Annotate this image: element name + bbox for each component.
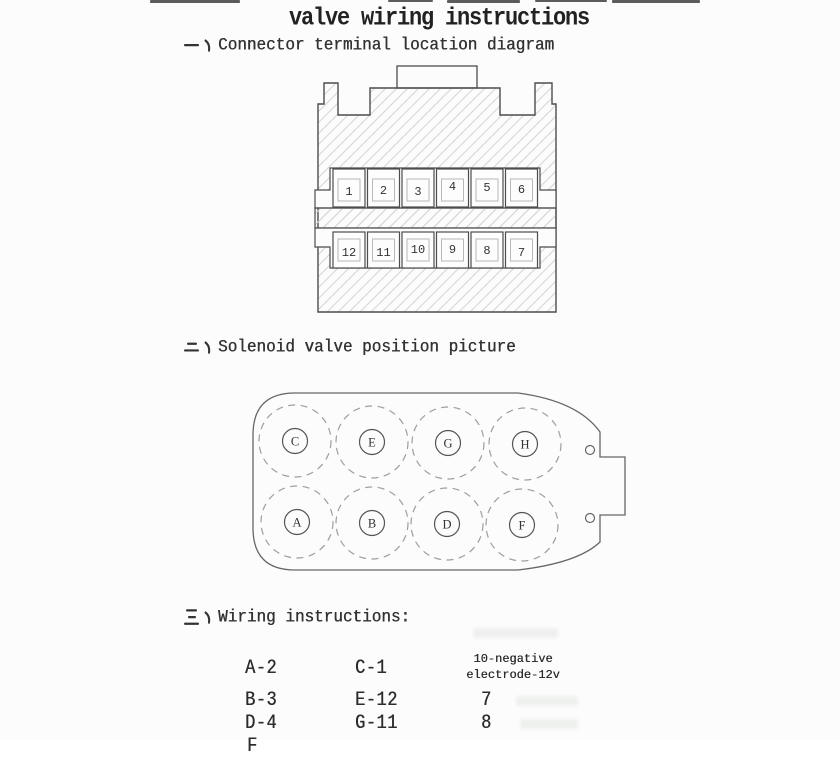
solenoid-valve-diagram: [240, 385, 640, 580]
bleed-through-artifact: [516, 696, 578, 706]
terminal-slot: [506, 169, 538, 207]
terminal-number: 1: [345, 185, 353, 199]
valve-letter: A: [292, 515, 302, 530]
wiring-cell: 7: [481, 689, 492, 713]
terminal-number: 2: [379, 184, 388, 198]
terminal-number: 12: [341, 246, 357, 260]
valve-letter: B: [367, 516, 377, 531]
terminal-slot: [402, 169, 434, 207]
terminal-slot: [437, 232, 469, 268]
scan-artifact: [150, 0, 240, 3]
wiring-cell-partial: F: [247, 735, 258, 758]
valve-letter: E: [368, 435, 376, 450]
terminal-slot: [333, 232, 365, 268]
bleed-through-artifact: [473, 628, 558, 638]
terminal-number: 6: [517, 183, 526, 197]
terminal-number: 4: [448, 180, 457, 194]
wiring-cell: D-4: [245, 712, 278, 736]
mounting-hole: [586, 446, 595, 455]
terminal-slot: [437, 169, 469, 207]
terminal-slot: [506, 232, 538, 268]
mounting-hole: [586, 514, 595, 523]
terminal-slot: [471, 232, 503, 268]
valve-letter: D: [442, 517, 452, 532]
bleed-through-artifact: [520, 719, 578, 729]
cjk-numeral-three-icon: [183, 608, 200, 626]
connector-terminal-diagram: [315, 60, 560, 315]
terminal-number: 5: [483, 181, 491, 195]
wiring-cell: B-3: [245, 689, 278, 713]
ideographic-comma-icon: [204, 37, 212, 53]
valve-letter: C: [290, 434, 300, 449]
valve-letter: G: [443, 436, 453, 451]
page-title: valve wiring instructions: [289, 4, 590, 33]
terminal-slot: [333, 169, 365, 207]
terminal-slot: [368, 169, 400, 207]
terminal-number: 9: [448, 243, 457, 257]
terminal-number: 7: [517, 246, 526, 260]
cjk-numeral-one-icon: [183, 36, 200, 54]
wiring-cell: E-12: [355, 689, 398, 713]
terminal-number: 11: [376, 246, 391, 260]
channel-divider: [315, 208, 556, 228]
wiring-cell: G-11: [355, 712, 398, 736]
terminal-slot: [368, 232, 400, 268]
terminal-number: 8: [483, 244, 491, 258]
connector-top-tab: [397, 66, 477, 88]
valve-letter: H: [520, 437, 530, 452]
section-header-3: [183, 607, 410, 627]
scan-artifact: [612, 0, 700, 3]
scan-artifact: [447, 0, 520, 3]
wiring-cell: C-1: [355, 657, 388, 681]
valve-body-outline: [253, 393, 625, 570]
wiring-cell: A-2: [245, 657, 278, 681]
terminal-slot: [402, 232, 434, 268]
wiring-cell: 8: [481, 712, 492, 736]
valve-letter: F: [518, 518, 526, 533]
wiring-note: [452, 651, 574, 683]
section-title: Solenoid valve position picture: [218, 337, 516, 358]
ideographic-comma-icon: [204, 609, 212, 625]
ideographic-comma-icon: [204, 339, 212, 355]
scan-artifact: [388, 0, 433, 2]
wiring-note-line2: electrode-12v: [466, 668, 560, 682]
section-title: Connector terminal location diagram: [218, 35, 555, 56]
section-header-1: [183, 35, 554, 55]
section-title: Wiring instructions:: [218, 607, 411, 628]
cjk-numeral-two-icon: [183, 338, 200, 356]
terminal-number: 3: [414, 185, 422, 199]
terminal-slot: [471, 169, 503, 207]
scan-artifact: [535, 0, 607, 2]
section-header-2: [183, 337, 516, 357]
terminal-number: 10: [410, 243, 426, 257]
wiring-note-line1: 10-negative: [473, 652, 553, 666]
